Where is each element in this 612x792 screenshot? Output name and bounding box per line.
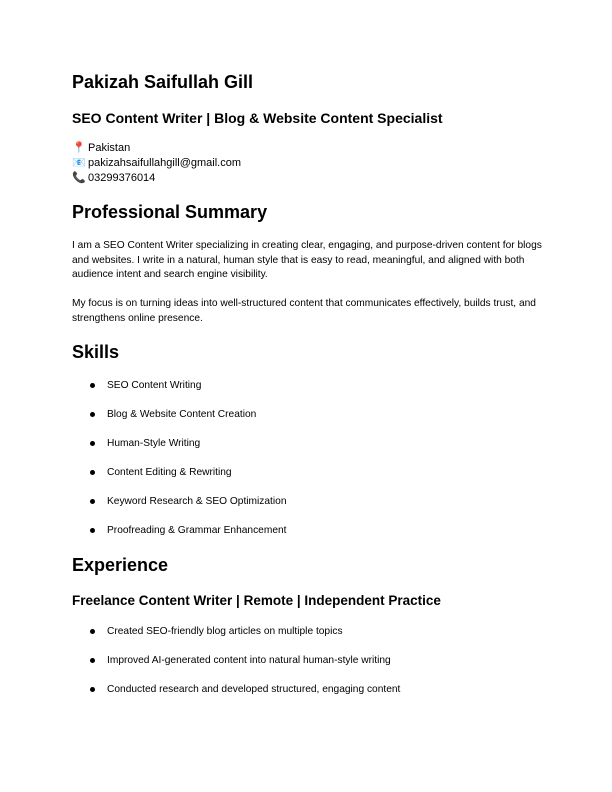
contact-block (72, 141, 241, 186)
bullet-icon (90, 412, 95, 417)
contact-phone (72, 171, 241, 186)
pin-icon: 📍 (72, 142, 86, 154)
bullet-icon (90, 528, 95, 533)
bullet-icon (90, 383, 95, 388)
contact-location (72, 141, 241, 156)
skills-heading: Skills (72, 342, 120, 362)
experience-text: Improved AI-generated content into natural human-style writing (107, 655, 391, 666)
skill-text: Proofreading & Grammar Enhancement (107, 525, 287, 536)
bullet-icon (90, 441, 95, 446)
phone-icon: 📞 (72, 172, 86, 184)
candidate-headline: SEO Content Writer | Blog & Website Content Specialist (72, 110, 443, 126)
skill-text: Content Editing & Rewriting (107, 467, 232, 478)
skill-text: Keyword Research & SEO Optimization (107, 496, 287, 507)
skill-text: SEO Content Writing (107, 380, 202, 391)
summary-paragraph: My focus is on turning ideas into well-structured content that communicates effectively, builds trust, and strengthens online presence. (72, 298, 536, 324)
experience-text: Conducted research and developed structured, engaging content (107, 684, 401, 695)
job-title: Freelance Content Writer | Remote | Independent Practice (72, 593, 441, 608)
bullet-icon (90, 499, 95, 504)
phone-text: 03299376014 (88, 172, 156, 184)
bullet-icon (90, 470, 95, 475)
envelope-icon: 📧 (72, 157, 86, 169)
bullet-icon (90, 629, 95, 634)
location-text: Pakistan (88, 142, 131, 154)
email-text: pakizahsaifullahgill@gmail.com (88, 157, 242, 169)
bullet-icon (90, 687, 95, 692)
bullet-icon (90, 658, 95, 663)
summary-paragraph: I am a SEO Content Writer specializing in creating clear, engaging, and purpose-driven content for blogs and websites. I write in a natural, human style that is easy to read, meaningful, and aligned with both audience intent and search engine visibility. (72, 240, 542, 280)
experience-heading: Experience (72, 555, 169, 575)
candidate-name: Pakizah Saifullah Gill (72, 72, 254, 92)
contact-email (72, 156, 241, 171)
experience-text: Created SEO-friendly blog articles on multiple topics (107, 626, 343, 637)
skill-text: Blog & Website Content Creation (107, 409, 257, 420)
summary-heading: Professional Summary (72, 202, 268, 222)
skill-text: Human-Style Writing (107, 438, 201, 449)
